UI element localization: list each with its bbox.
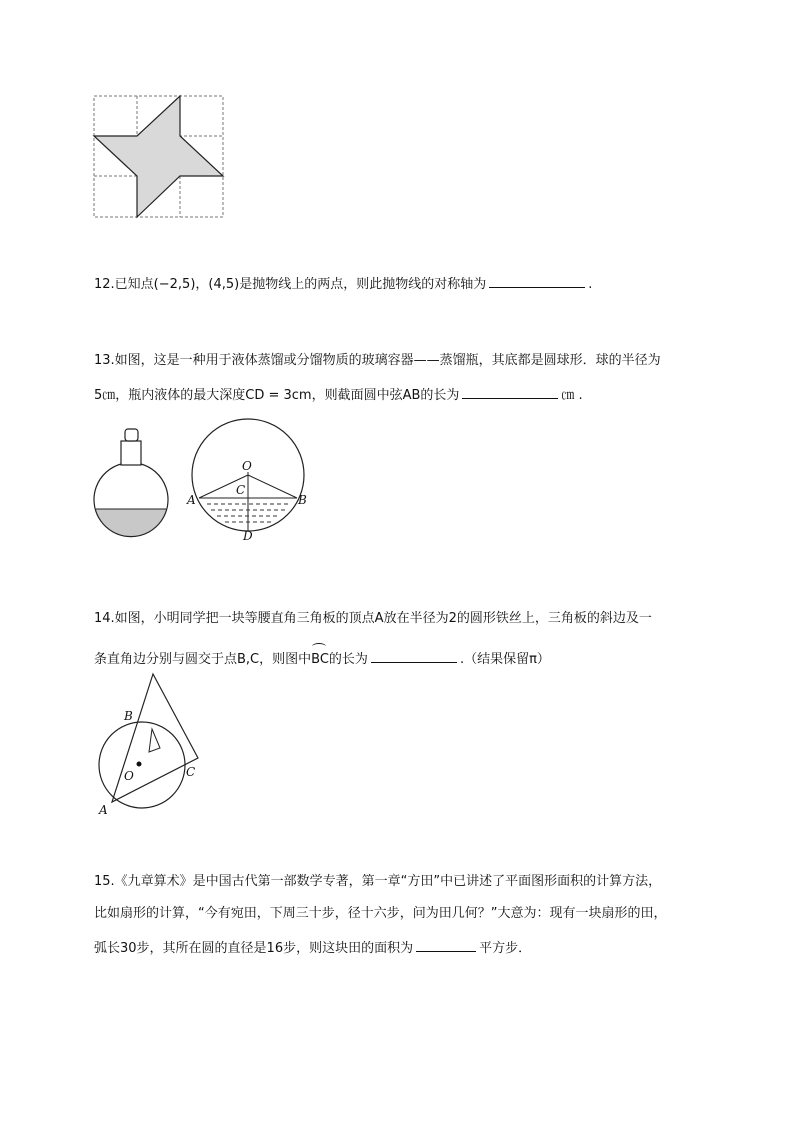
q12-answer-blank [489,275,585,288]
label-C: C [186,765,196,779]
q13-line1-text: 13.如图，这是一种用于液体蒸馏或分馏物质的玻璃容器——蒸馏瓶，其底都是圆球形．球的半径为 [94,353,661,368]
triangle-circle-figure [96,668,208,818]
q14-line2-pre: 条直角边分别与圆交于点B,C，则图中 [94,652,312,667]
question-13-line-2 [94,386,583,404]
arc-symbol [312,643,326,650]
label-B: B [124,709,133,723]
label-A: A [99,803,108,817]
arc-bc-text: BC [311,652,329,667]
q15-line1-text: 15.《九章算术》是中国古代第一部数学专著，第一章“方田”中已讲述了平面图形面积的计算方法， [94,874,662,889]
label-O: O [242,459,252,473]
arc-bc-label [311,652,329,668]
q12-end: . [588,277,593,292]
q15-line2-text: 比如扇形的计算，“今有宛田，下周三十步，径十六步，问为田几何？”大意为：现有一块扇形的田， [94,906,667,921]
q13-answer-blank [462,386,558,399]
question-15-line-3 [94,939,531,957]
q14-line2-post: 的长为 [328,652,368,667]
grid-star-figure [92,94,226,220]
q14-tail: .（结果保留π） [459,652,550,667]
q14-answer-blank [371,650,457,663]
question-14-line-2 [94,650,550,668]
flask-figure [92,425,172,540]
label-B: B [298,493,307,507]
star-shape [94,96,223,217]
q14-line1-text: 14.如图，小明同学把一块等腰直角三角板的顶点A放在半径为2的圆形铁丝上，三角板的斜边及一 [94,611,652,626]
label-C: C [236,483,246,497]
q13-unit: ㎝ . [561,388,583,403]
q15-line3-pre: 弧长30步，其所在圆的直径是16步，则这块田的面积为 [94,941,414,956]
question-15-line-2 [94,906,666,922]
question-15-line-1 [94,874,661,890]
cross-section-figure [185,412,315,542]
label-D: D [243,529,253,542]
question-13-line-1 [94,353,661,369]
question-12 [94,275,592,293]
q13-line2-text: 5㎝，瓶内液体的最大深度CD = 3cm，则截面圆中弦AB的长为 [94,388,460,403]
label-O: O [124,769,134,783]
question-14-line-1 [94,611,652,627]
label-A: A [187,493,196,507]
q15-answer-blank [416,939,476,952]
q12-text: 12.已知点(−2,5)，(4,5)是抛物线上的两点，则此抛物线的对称轴为 [94,277,487,292]
q15-line3-post: 平方步． [479,941,532,956]
